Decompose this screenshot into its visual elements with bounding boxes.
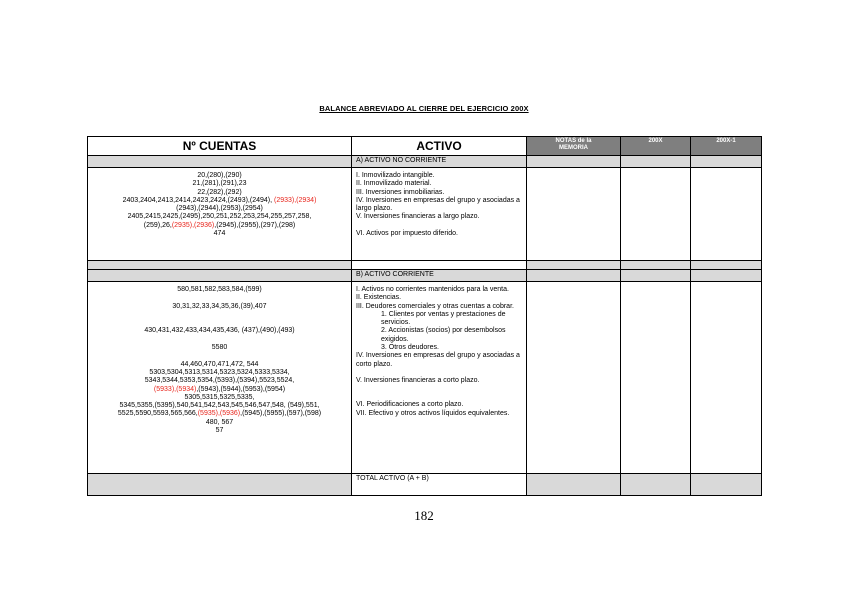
section-b-account-line <box>91 386 348 394</box>
section-a-notas-value <box>527 168 621 261</box>
total-y2-cell <box>691 474 762 496</box>
section-a-header-empty <box>88 156 352 168</box>
section-b-accounts <box>88 282 352 474</box>
section-b-header-row <box>88 270 762 282</box>
section-a-account-line <box>91 180 348 188</box>
account-codes: 21,(281),(291),23 <box>192 180 247 188</box>
section-a-item: V. Inversiones financieras a largo plazo. <box>356 213 480 221</box>
section-b-item: II. Existencias. <box>356 294 402 302</box>
account-codes: 22,(282),(292) <box>197 188 242 196</box>
account-codes: 44,460,470,471,472, 544 <box>180 360 259 368</box>
balance-table <box>87 136 762 496</box>
account-codes: ,(2945),(2955),(297),(298) <box>214 221 296 229</box>
highlighted-account-codes: (5935),(5936) <box>197 410 241 418</box>
total-empty <box>88 474 352 496</box>
section-b-account-line <box>91 369 348 377</box>
section-a-account-line <box>91 189 348 197</box>
account-codes: 57 <box>215 427 224 435</box>
section-a-y2-value <box>691 168 762 261</box>
section-b-item: III. Deudores comerciales y otras cuentas a cobrar. <box>356 302 514 310</box>
header-row <box>88 137 762 156</box>
section-b-spacer <box>88 261 352 270</box>
section-b-spacer-2 <box>352 261 527 270</box>
highlighted-account-codes: (2933),(2934) <box>273 196 317 204</box>
section-b-spacer-4 <box>621 261 691 270</box>
section-a-item: II. Inmovilizado material. <box>356 180 432 188</box>
account-codes: 580,581,582,583,584,(599) <box>177 286 262 293</box>
account-codes: 5345,5355,(5395),540,541,542,543,545,546,547,548, (549),551, <box>119 402 320 410</box>
section-b-item: IV. Inversiones en empresas del grupo y asociadas a corto plazo. <box>356 352 520 368</box>
section-a-y2-cell <box>691 156 762 168</box>
section-b-account-line <box>91 319 348 327</box>
section-a-account-line <box>91 172 348 180</box>
section-a-account-line <box>91 222 348 230</box>
section-b-account-line <box>91 352 348 360</box>
section-b-account-line <box>91 402 348 410</box>
section-b-spacer-5 <box>691 261 762 270</box>
section-a-item <box>356 222 522 230</box>
account-codes: (2943),(2944),(2953),(2954) <box>176 205 263 213</box>
section-a-item: VI. Activos por impuesto diferido. <box>356 229 458 237</box>
section-b-subitem: 1. Clientes por ventas y prestaciones de servicios. <box>381 310 506 327</box>
section-a-y1-cell <box>621 156 691 168</box>
total-y1-cell <box>621 474 691 496</box>
account-codes: 20,(280),(290) <box>197 172 242 179</box>
account-codes: ,(5945),(5955),(597),(598) <box>240 410 322 418</box>
account-codes: 430,431,432,433,434,435,436, (437),(490),(493) <box>144 327 295 335</box>
section-b-item <box>356 385 522 393</box>
total-notas-cell <box>527 474 621 496</box>
account-codes: 474 <box>213 230 226 238</box>
header-notas <box>527 137 621 156</box>
account-codes: 5343,5344,5353,5354,(5393),(5394),5523,5524, <box>144 377 295 385</box>
section-b-account-line <box>91 410 348 418</box>
account-codes: 5303,5304,5313,5314,5323,5324,5333,5334, <box>149 368 290 376</box>
section-b-y2-value <box>691 282 762 474</box>
page-number: 182 <box>414 508 434 523</box>
section-b-account-line <box>91 311 348 319</box>
section-b-account-line <box>91 344 348 352</box>
section-b-account-line <box>91 394 348 402</box>
section-b-account-line <box>91 336 348 344</box>
section-b-y2-cell <box>691 270 762 282</box>
header-notas-line2: MEMORIA <box>559 145 588 151</box>
section-b-account-line <box>91 286 348 294</box>
header-notas-line1: NOTAS de la <box>555 138 592 144</box>
section-b-body-row <box>88 282 762 474</box>
account-codes: ,(5943),(5944),(5953),(5954) <box>196 385 286 393</box>
section-b-item: I. Activos no corrientes mantenidos para la venta. <box>356 286 509 293</box>
section-a-item: I. Inmovilizado intangible. <box>356 172 435 179</box>
section-a-account-line <box>91 213 348 221</box>
section-a-title: A) ACTIVO NO CORRIENTE <box>352 156 527 168</box>
section-a-header-row <box>88 156 762 168</box>
section-a-body-row <box>88 168 762 261</box>
section-a-y1-value <box>621 168 691 261</box>
section-b-item <box>356 369 522 377</box>
section-b-item: VI. Periodificaciones a corto plazo. <box>356 401 464 409</box>
section-b-account-line <box>91 294 348 302</box>
section-b-account-line <box>91 303 348 311</box>
account-codes: 5305,5315,5325,5335, <box>184 393 255 401</box>
account-codes: 30,31,32,33,34,35,36,(39),407 <box>172 302 267 310</box>
section-a-item: III. Inversiones inmobiliarias. <box>356 188 445 196</box>
section-b-account-line <box>91 419 348 427</box>
account-codes: 5525,5590,5593,565,566, <box>117 410 198 418</box>
section-b-spacer-3 <box>527 261 621 270</box>
total-label: TOTAL ACTIVO (A + B) <box>352 474 527 496</box>
header-cuentas: Nº CUENTAS <box>88 137 352 156</box>
section-b-item: V. Inversiones financieras a corto plazo. <box>356 376 480 384</box>
section-b-account-line <box>91 361 348 369</box>
section-a-item: IV. Inversiones en empresas del grupo y asociadas a largo plazo. <box>356 196 520 213</box>
section-b-item <box>356 393 522 401</box>
section-b-account-line <box>91 427 348 435</box>
section-b-y1-value <box>621 282 691 474</box>
section-b-item: VII. Efectivo y otros activos líquidos equivalentes. <box>356 409 510 417</box>
section-b-header-empty <box>88 270 352 282</box>
total-row <box>88 474 762 496</box>
highlighted-account-codes: (5933),(5934) <box>153 385 197 393</box>
header-year-previous: 200X-1 <box>691 137 762 156</box>
section-b-subitem: 3. Otros deudores. <box>381 344 439 352</box>
account-codes: 480, 567 <box>205 418 234 426</box>
balance-title: BALANCE ABREVIADO AL CIERRE DEL EJERCICIO 200X <box>319 104 529 113</box>
section-a-accounts <box>88 168 352 261</box>
highlighted-account-codes: (2935),(2936) <box>171 221 215 229</box>
section-b-title: B) ACTIVO CORRIENTE <box>352 270 527 282</box>
header-year-current: 200X <box>621 137 691 156</box>
section-a-notas-cell <box>527 156 621 168</box>
section-a-account-line <box>91 197 348 205</box>
section-b-spacer-row <box>88 261 762 270</box>
section-a-account-line <box>91 205 348 213</box>
account-codes: 5580 <box>211 344 228 352</box>
section-b-account-line <box>91 377 348 385</box>
section-b-items <box>352 282 527 474</box>
section-b-y1-cell <box>621 270 691 282</box>
section-b-notas-value <box>527 282 621 474</box>
section-a-account-line <box>91 230 348 238</box>
account-codes: (259),26, <box>143 221 172 229</box>
section-b-account-line <box>91 327 348 335</box>
account-codes: 2405,2415,2425,(2495),250,251,252,253,254,255,257,258, <box>127 213 312 221</box>
account-codes: 2403,2404,2413,2414,2423,2424,(2493),(2494), <box>122 196 274 204</box>
section-a-items <box>352 168 527 261</box>
header-activo: ACTIVO <box>352 137 527 156</box>
section-b-notas-cell <box>527 270 621 282</box>
section-b-subitem: 2. Accionistas (socios) por desembolsos exigidos. <box>381 327 506 343</box>
